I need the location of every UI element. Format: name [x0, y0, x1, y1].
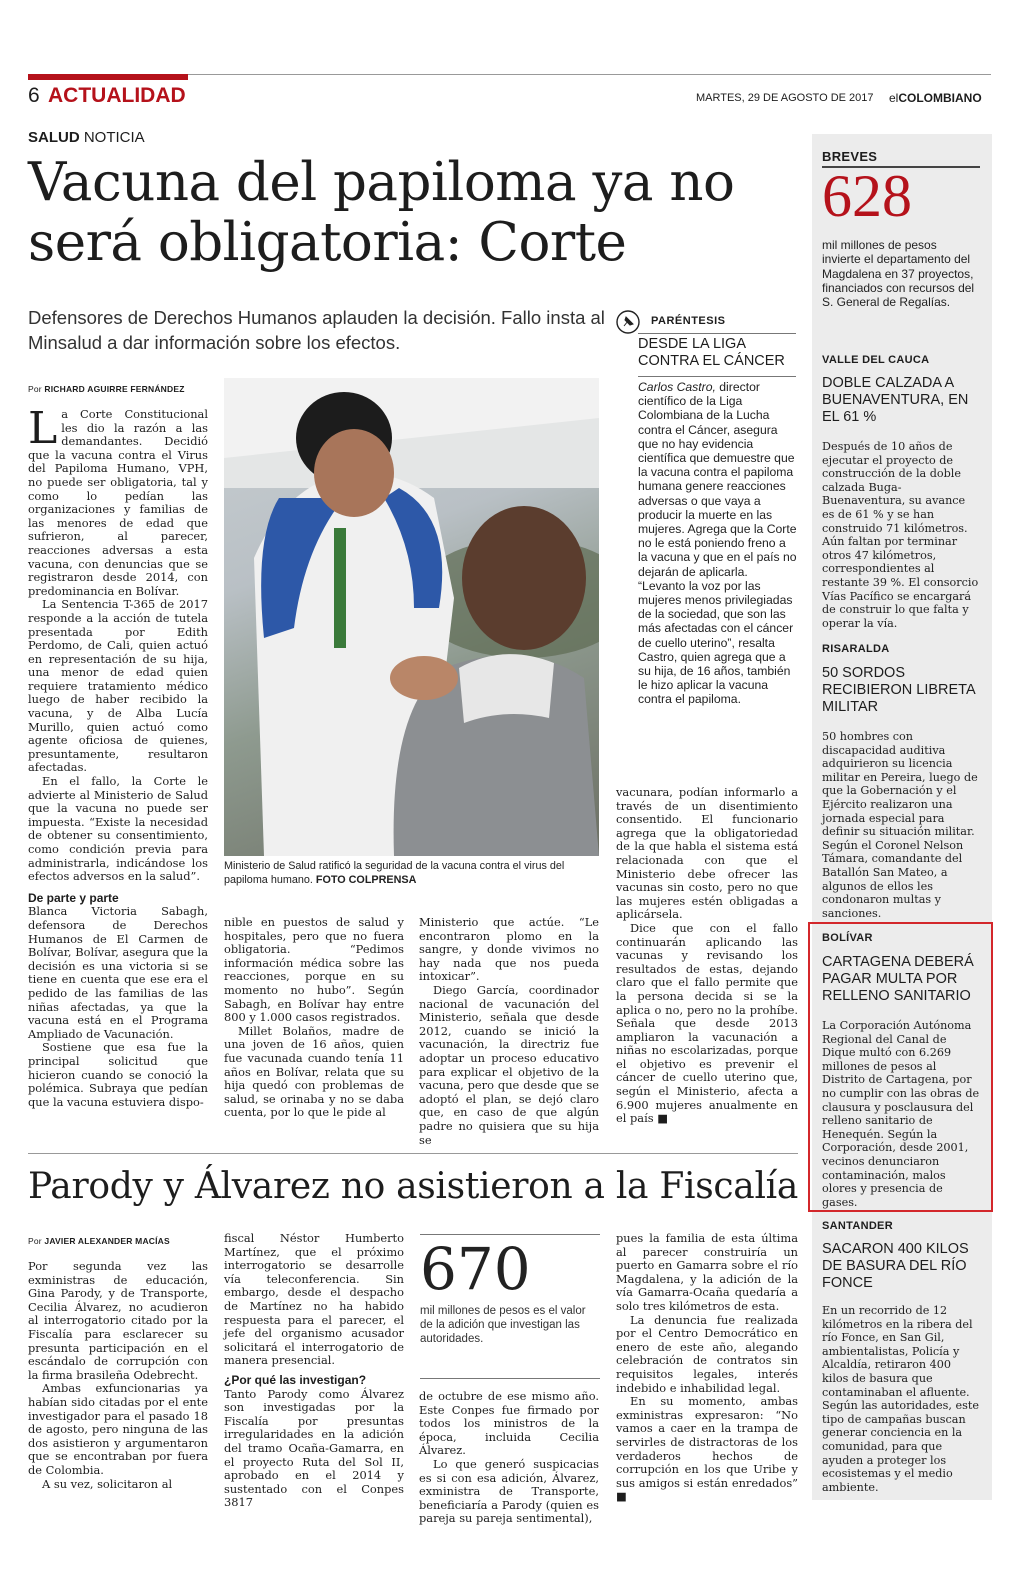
paragraph: Millet Bolaños, madre de una joven de 16 años, quien fue vacunada cuando tenía 11 años en Bolívar, relata que su hija quedó con problemas de salud, se orinaba y no se daba cuenta, por lo que le pide al	[224, 1023, 404, 1120]
paragraph: Dice que con el fallo continuarán aplicando las vacunas y revisando los resultados de estas, dejando claro que el fallo permite que la persona decida si se la aplica o no, pero no la prohíbe. Señala que desde 2013 ampliaron la vacunación a niñas no escolarizadas, porque el objetivo es prevenir el cáncer de cuello uterino que, según el Ministerio, afecta a 6.900 mujeres anualmente en el país ■	[616, 920, 798, 1126]
parentesis-rule-top	[638, 333, 796, 334]
sidebar-body-santander: En un recorrido de 12 kilómetros en la ribera del río Fonce, en San Gil, ambientalistas, Policía y Alcaldía, retiraron 400 kilos de basura que contaminaban el afluente. Según las autoridades, este tipo de campañas buscan generar conciencia en la comunidad, para que ayuden a proteger los ecosistemas y el medio ambiente.	[822, 1304, 979, 1494]
parentesis-rule-bottom	[638, 376, 796, 377]
paragraph: Ministerio que actúe. “Le encontraron plomo en la sangre, y donde vivimos no hay nada que nos pueda intoxicar”.	[419, 915, 599, 984]
brand-name: COLOMBIANO	[898, 91, 982, 105]
byline-name: JAVIER ALEXANDER MACÍAS	[44, 1236, 170, 1246]
drop-cap: L	[28, 403, 58, 454]
subheading: De parte y parte	[28, 890, 119, 905]
byline-prefix: Por	[28, 1236, 42, 1246]
article-photo	[224, 378, 599, 856]
paragraph: nible en puestos de salud y hospitales, pero que no fuera obligatoria. “Pedimos información médica sobre las reacciones, porque en su momento no hubo”. Según Sabagh, en Bolívar hay entre 800 y 1.000 casos registrados.	[224, 915, 404, 1025]
parentesis-body	[638, 380, 798, 707]
pin-icon	[616, 310, 640, 338]
sidebar-title-bolivar: CARTAGENA DEBERÁ PAGAR MULTA POR RELLENO SANITARIO	[822, 954, 974, 1004]
paragraph: Blanca Victoria Sabagh, defensora de Derechos Humanos de El Carmen de Bolívar, Bolívar, asegura que la decisión es una victoria si se tiene en cuenta que ese era el pedido de las familias de las niñas afectadas, ya que la vacuna está en el Programa Ampliado de Vacunación.	[28, 904, 208, 1041]
parentesis-label: PARÉNTESIS	[651, 315, 726, 327]
article-kicker	[28, 129, 145, 146]
sidebar-region-santander: SANTANDER	[822, 1220, 893, 1232]
paragraph: Lo que generó suspicacias es si con esa adición, Álvarez, exministra de Transporte, beneficiaría a Parody (quien es pareja su pareja sentimental),	[419, 1456, 599, 1526]
sidebar-title-risaralda: 50 SORDOS RECIBIERON LIBRETA MILITAR	[822, 665, 975, 715]
article2-rule	[28, 1153, 798, 1154]
figure-number: 670	[420, 1235, 531, 1303]
photo-caption	[224, 859, 599, 887]
caption-text: Ministerio de Salud ratificó la seguridad de la vacuna contra el virus del papiloma humano.	[224, 860, 565, 886]
paragraph: En su momento, ambas exministras expresaron: “No vamos a caer en la trampa de servirles de distractoras de los verdaderos hechos de corrupción en los que Uribe y sus amigos si están enredados” ■	[616, 1394, 798, 1504]
sidebar-title-santander: SACARON 400 KILOS DE BASURA DEL RÍO FONCE	[822, 1241, 969, 1291]
article-column-2	[224, 916, 404, 1120]
photo-credit: FOTO COLPRENSA	[315, 874, 417, 886]
article2-headline: Parody y Álvarez no asistieron a la Fiscalía	[28, 1166, 799, 1207]
paragraph: vacunara, podían informarlo a través de un disentimiento consentido. El funcionario agrega que la obligatoriedad de la que habla el sistema está relacionada con que el Ministerio debe ofrecer las vacunas sin costo, pero no que las mujeres estén obligadas a aplicársela.	[616, 785, 798, 922]
paragraph: Ambas exfuncionarias ya habían sido citadas por el ente investigador para el pasado 18 de agosto, pero ninguna de las dos asistieron y argumentaron que se encontraban por fuera de Colombia.	[28, 1381, 208, 1477]
photo-illustration	[224, 378, 599, 856]
newspaper-brand	[889, 91, 982, 105]
section-title: ACTUALIDAD	[48, 84, 186, 107]
paragraph: Sostiene que esa fue la principal solicitud que hicieron cuando se conoció la polémica. Subraya que pedían que la vacuna estuviera dispo-	[28, 1040, 208, 1109]
subheading: ¿Por qué las investigan?	[224, 1372, 367, 1387]
sidebar-region-risaralda: RISARALDA	[822, 643, 890, 655]
article2-column-4	[616, 1232, 798, 1504]
paragraph: A su vez, solicitaron al	[42, 1476, 173, 1491]
paragraph: La denuncia fue realizada por el Centro Democrático en enero de este año, alegando celebración de contratos sin requisitos legales, interés indebido e inhabilidad legal.	[616, 1312, 798, 1395]
article-byline	[28, 384, 185, 394]
parentesis-text: director científico de la Liga Colombiana de la Lucha contra el Cáncer, asegura que no hay evidencia científica que demuestre que la vacuna contra el papiloma humana genere reacciones adversas o que vaya a producir la muerte en las mujeres. Agrega que la Corte no le está poniendo freno a la vacuna y que en el país no dejarán de aplicarla. “Levanto la voz por las mujeres menos privilegiadas de la sociedad, que son las más afectadas con el cáncer de cuello uterino”, resalta Castro, quien agrega que a su hija, de 16 años, también le hizo aplicar la vacuna contra el papiloma.	[638, 380, 797, 707]
parentesis-title: DESDE LA LIGA CONTRA EL CÁNCER	[638, 336, 785, 369]
article2-byline	[28, 1236, 170, 1246]
figure-rule-bottom	[420, 1378, 600, 1379]
article2-column-2	[224, 1232, 404, 1510]
paragraph: Diego García, coordinador nacional de vacunación del Ministerio, señala que desde 2012, cuando se inició la vacunación, la directriz fue adoptar un proceso educativo para explicar el objetivo de la vacuna, pero que desde que se adoptó el plan, se dejó claro que, en caso de que algún padre no quisiera que su hija se	[419, 982, 599, 1147]
sidebar-body-risaralda: 50 hombres con discapacidad auditiva adquirieron su licencia militar en Pereira, luego de que la Gobernación y el Ejército realizaron una jornada especial para definir su situación militar. Según el Coronel Nelson Támara, comandante del Batallón San Mateo, a algunos de ellos les condonaron multas y sanciones.	[822, 730, 978, 920]
article-headline: Vacuna del papiloma ya no será obligatoria: Corte	[28, 152, 735, 273]
lead-text: a Corte Constitucional les dio la razón a las demandantes. Decidió que la vacuna contra el Virus del Papiloma Humano, VPH, no puede ser obligatoria, tal y como lo pedían las organizaciones y familias de las menores de edad que sufrieron, al parecer, reacciones adversas a esta vacuna, con denuncias que se registraron desde 2014, con predominancia en Bolívar.	[28, 407, 208, 598]
article-column-3	[419, 916, 599, 1147]
sidebar-body-valle: Después de 10 años de ejecutar el proyecto de construcción de la doble calzada Buga-Buenaventura, su avance es de 61 % y se han construido 71 kilómetros. Aún faltan por terminar otros 47 kilómetros, correspondientes al restante 39 %. El consorcio Vías Pacífico se encargará de construir lo que falta y operar la vía.	[822, 440, 979, 630]
paragraph: En el fallo, la Corte le advierte al Ministerio de Salud que la vacuna no puede ser impuesta. “Existe la necesidad de obtener su consentimiento, como condición previa para administrarla, indicándose los efectos adversos en la salud”.	[28, 774, 208, 884]
paragraph: La Sentencia T-365 de 2017 responde a la acción de tutela presentada por Edith Perdomo, de Cali, quien actuó en representación de su hija, una menor de edad quien requiere tratamiento médico luego de haber recibido la vacuna, y de Alba Lucía Murillo, quien actuó como agente oficiosa de quienes, presuntamente, resultaron afectadas.	[28, 597, 208, 775]
section-color-bar	[28, 74, 188, 80]
paragraph: pues la familia de esta última al parecer construiría un puerto en Gamarra sobre el río Magdalena, y la adición de la vía Gamarra-Ocaña quedaría a solo tres kilómetros de esta.	[616, 1231, 798, 1313]
kicker-topic: SALUD	[28, 129, 80, 146]
paragraph: Tanto Parody como Álvarez son investigadas por la Fiscalía por presuntas irregularidades en la adición del tramo Ocaña-Gamarra, en el proyecto Ruta del Sol II, aprobado en el 2014 y sustentado con el Conpes 3817	[224, 1386, 404, 1510]
kicker-type: NOTICIA	[83, 129, 145, 146]
breves-label: BREVES	[822, 149, 878, 164]
sidebar-region-valle: VALLE DEL CAUCA	[822, 354, 930, 366]
sidebar-body-bolivar: La Corporación Autónoma Regional del Canal de Dique multó con 6.269 millones de pesos al Distrito de Cartagena, por no cumplir con las obras de clausura y posclausura del relleno sanitario de Henequén. Según la Corporación, desde 2001, vecinos denunciaron contaminación, malos olores y presencia de gases.	[822, 1019, 980, 1209]
paragraph: fiscal Néstor Humberto Martínez, que el próximo interrogatorio se desarrolle vía teleconferencia. Sin embargo, desde el despacho de Martínez no ha habido respuesta para el parecer, el jefe del organismo acusador solicitará el interrogatorio de manera presencial.	[224, 1231, 404, 1368]
brand-prefix: el	[889, 91, 899, 105]
byline-name: RICHARD AGUIRRE FERNÁNDEZ	[44, 384, 185, 394]
article-deck: Defensores de Derechos Humanos aplauden la decisión. Fallo insta al Minsalud a dar información sobre los efectos.	[28, 307, 605, 353]
article-column-1	[28, 403, 208, 1109]
sidebar-title-valle: DOBLE CALZADA A BUENAVENTURA, EN EL 61 %	[822, 375, 969, 425]
page-number: 6	[28, 84, 40, 107]
article-column-4	[616, 786, 798, 1126]
breves-number: 628	[822, 163, 912, 229]
paragraph: Por segunda vez las exministras de educación, Gina Parody, y de Transporte, Cecilia Álvarez, no acudieron al interrogatorio citado por la Fiscalía para esclarecer su presunta participación en el escándalo de corrupción con la firma brasileña Odebrecht.	[28, 1259, 208, 1382]
byline-prefix: Por	[28, 384, 42, 394]
parentesis-person: Carlos Castro,	[638, 380, 716, 394]
article2-column-3	[419, 1390, 599, 1526]
figure-description: mil millones de pesos es el valor de la adición que investigan las autoridades.	[420, 1305, 586, 1345]
paragraph-lead	[28, 403, 208, 598]
sidebar-region-bolivar: BOLÍVAR	[822, 932, 873, 944]
paragraph: de octubre de ese mismo año. Este Conpes fue firmado por todos los ministros de la época, incluida Cecilia Álvarez.	[419, 1389, 599, 1458]
issue-date: MARTES, 29 DE AGOSTO DE 2017	[696, 92, 874, 104]
article2-column-1	[28, 1260, 208, 1491]
breves-description: mil millones de pesos invierte el departamento del Magdalena en 37 proyectos, financiados con recursos del S. General de Regalías.	[822, 238, 975, 310]
